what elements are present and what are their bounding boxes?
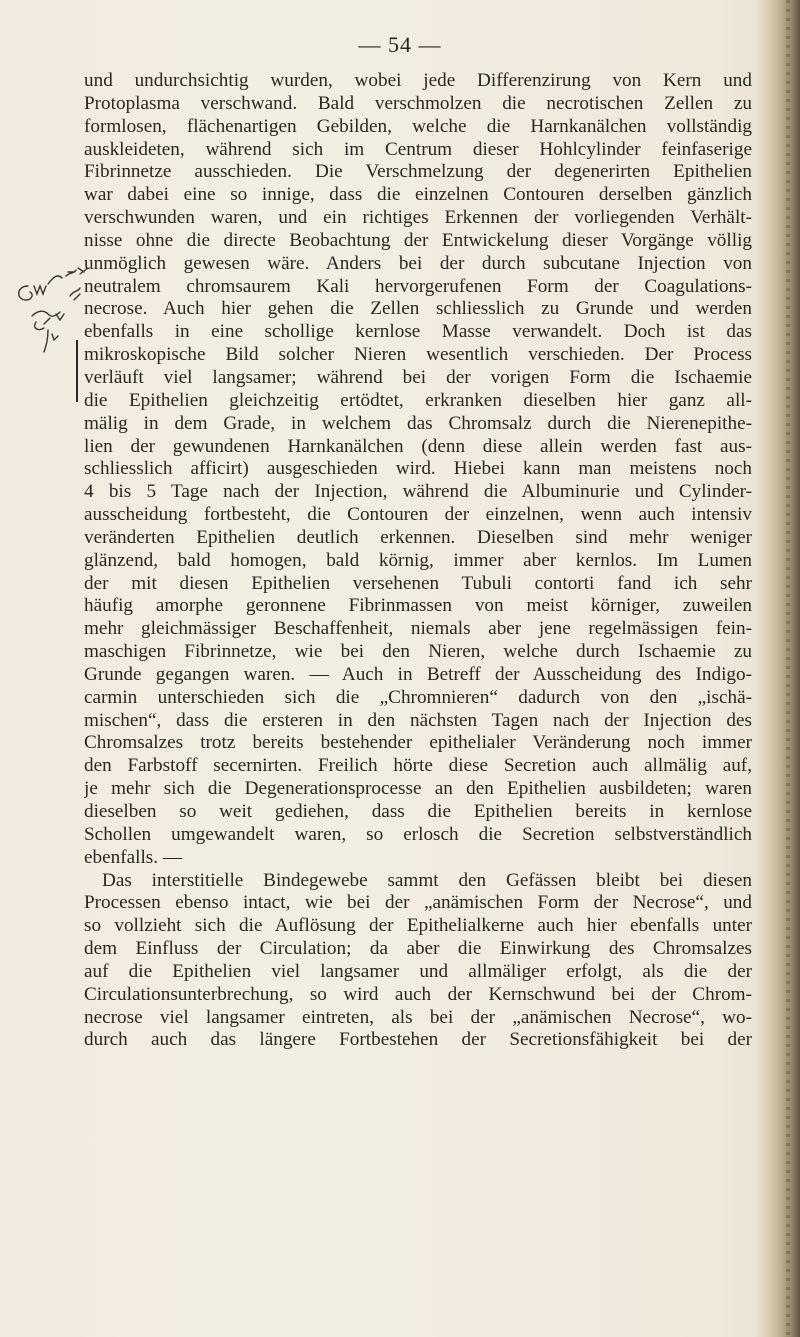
text-line: je mehr sich die Degenerationsprocesse an den Epithelien ausbildeten; waren: [84, 778, 752, 800]
text-line: war dabei eine so innige, dass die einzelnen Contouren derselben gänzlich: [84, 184, 752, 206]
text-line: ausscheidung fortbesteht, die Contouren der einzelnen, wenn auch intensiv: [84, 504, 752, 526]
text-line: mehr gleichmässiger Beschaffenheit, niemals aber jene regelmässigen fein-: [84, 618, 752, 640]
text-line: Fibrinnetze ausschieden. Die Verschmelzung der degenerirten Epithelien: [84, 161, 752, 183]
body-text: [84, 70, 752, 1052]
text-line: Schollen umgewandelt waren, so erlosch die Secretion selbstverständlich: [84, 823, 752, 845]
text-line: verschwunden waren, und ein richtiges Erkennen der vorliegenden Verhält-: [84, 207, 752, 229]
text-line: schliesslich afficirt) ausgeschieden wird. Hiebei kann man meistens noch: [84, 458, 752, 480]
text-line: lien der gewundenen Harnkanälchen (denn diese allein werden fast aus-: [84, 435, 752, 457]
binding-edge: [754, 0, 800, 1337]
text-line: verläuft viel langsamer; während bei der vorigen Form die Ischaemie: [84, 366, 752, 388]
text-line: formlosen, flächenartigen Gebilden, welche die Harnkanälchen vollständig: [84, 115, 752, 137]
text-line: maschigen Fibrinnetze, wie bei den Nieren, welche durch Ischaemie zu: [84, 641, 752, 663]
margin-vertical-rule: [76, 340, 78, 402]
text-line: dem Einfluss der Circulation; da aber die Einwirkung des Chromsalzes: [84, 938, 752, 960]
text-line: necrose viel langsamer eintreten, als bei der „anämischen Necrose“, wo-: [84, 1006, 752, 1028]
paragraph-start-line: Das interstitielle Bindegewebe sammt den Gefässen bleibt bei diesen: [102, 869, 752, 891]
text-line: und undurchsichtig wurden, wobei jede Differenzirung von Kern und: [84, 70, 752, 91]
text-line: mikroskopische Bild solcher Nieren wesentlich verschieden. Der Process: [84, 344, 752, 366]
text-line: unmöglich gewesen wäre. Anders bei der durch subcutane Injection von: [84, 252, 752, 274]
text-line: der mit diesen Epithelien versehenen Tubuli contorti fand ich sehr: [84, 572, 752, 594]
text-line: neutralem chromsaurem Kali hervorgerufenen Form der Coagulations-: [84, 275, 752, 297]
text-line: den Farbstoff secernirten. Freilich hörte diese Secretion auch allmälig auf,: [84, 755, 752, 777]
text-line: auf die Epithelien viel langsamer und allmäliger erfolgt, als die der: [84, 960, 752, 982]
paragraph-end-line: ebenfalls. —: [84, 846, 183, 868]
text-line: carmin unterschieden sich die „Chromnieren“ dadurch von den „ischä-: [84, 686, 752, 708]
text-line: dieselben so weit gediehen, dass die Epithelien bereits in kernlose: [84, 801, 752, 822]
text-line: Processen ebenso intact, wie bei der „anämischen Form der Necrose“, und: [84, 892, 752, 914]
text-line: 4 bis 5 Tage nach der Injection, während die Albuminurie und Cylinder-: [84, 481, 752, 503]
text-line: mälig in dem Grade, in welchem das Chromsalz durch die Nierenepithe-: [84, 412, 752, 434]
page-number: — 54 —: [358, 32, 442, 57]
text-line: nisse ohne die directe Beobachtung der Entwickelung dieser Vorgänge völlig: [84, 229, 752, 251]
text-line: mischen“, dass die ersteren in den nächsten Tagen nach der Injection des: [84, 709, 752, 731]
text-line: veränderten Epithelien deutlich erkennen. Dieselben sind mehr weniger: [84, 526, 752, 548]
text-line: Chromsalzes trotz bereits bestehender epithelialer Veränderung noch immer: [84, 732, 752, 754]
text-line: Protoplasma verschwand. Bald verschmolzen die necrotischen Zellen zu: [84, 92, 752, 114]
text-line: auskleideten, während sich im Centrum dieser Hohlcylinder feinfaserige: [84, 138, 752, 160]
text-line: glänzend, bald homogen, bald körnig, immer aber kernlos. Im Lumen: [84, 549, 752, 571]
text-line: necrose. Auch hier gehen die Zellen schliesslich zu Grunde und werden: [84, 298, 752, 320]
text-line: die Epithelien gleichzeitig ertödtet, erkranken dieselben hier ganz all-: [84, 389, 752, 411]
text-line: häufig amorphe geronnene Fibrinmassen von meist körniger, zuweilen: [84, 595, 752, 617]
text-line: so vollzieht sich die Auflösung der Epithelialkerne auch hier ebenfalls unter: [84, 915, 752, 937]
text-line: durch auch das längere Fortbestehen der Secretionsfähigkeit bei der: [84, 1029, 752, 1051]
text-line: Grunde gegangen waren. — Auch in Betreff der Ausscheidung des Indigo-: [84, 663, 752, 685]
text-line: Circulationsunterbrechung, so wird auch der Kernschwund bei der Chrom-: [84, 983, 752, 1005]
text-line: ebenfalls in eine schollige kernlose Masse verwandelt. Doch ist das: [84, 321, 752, 343]
